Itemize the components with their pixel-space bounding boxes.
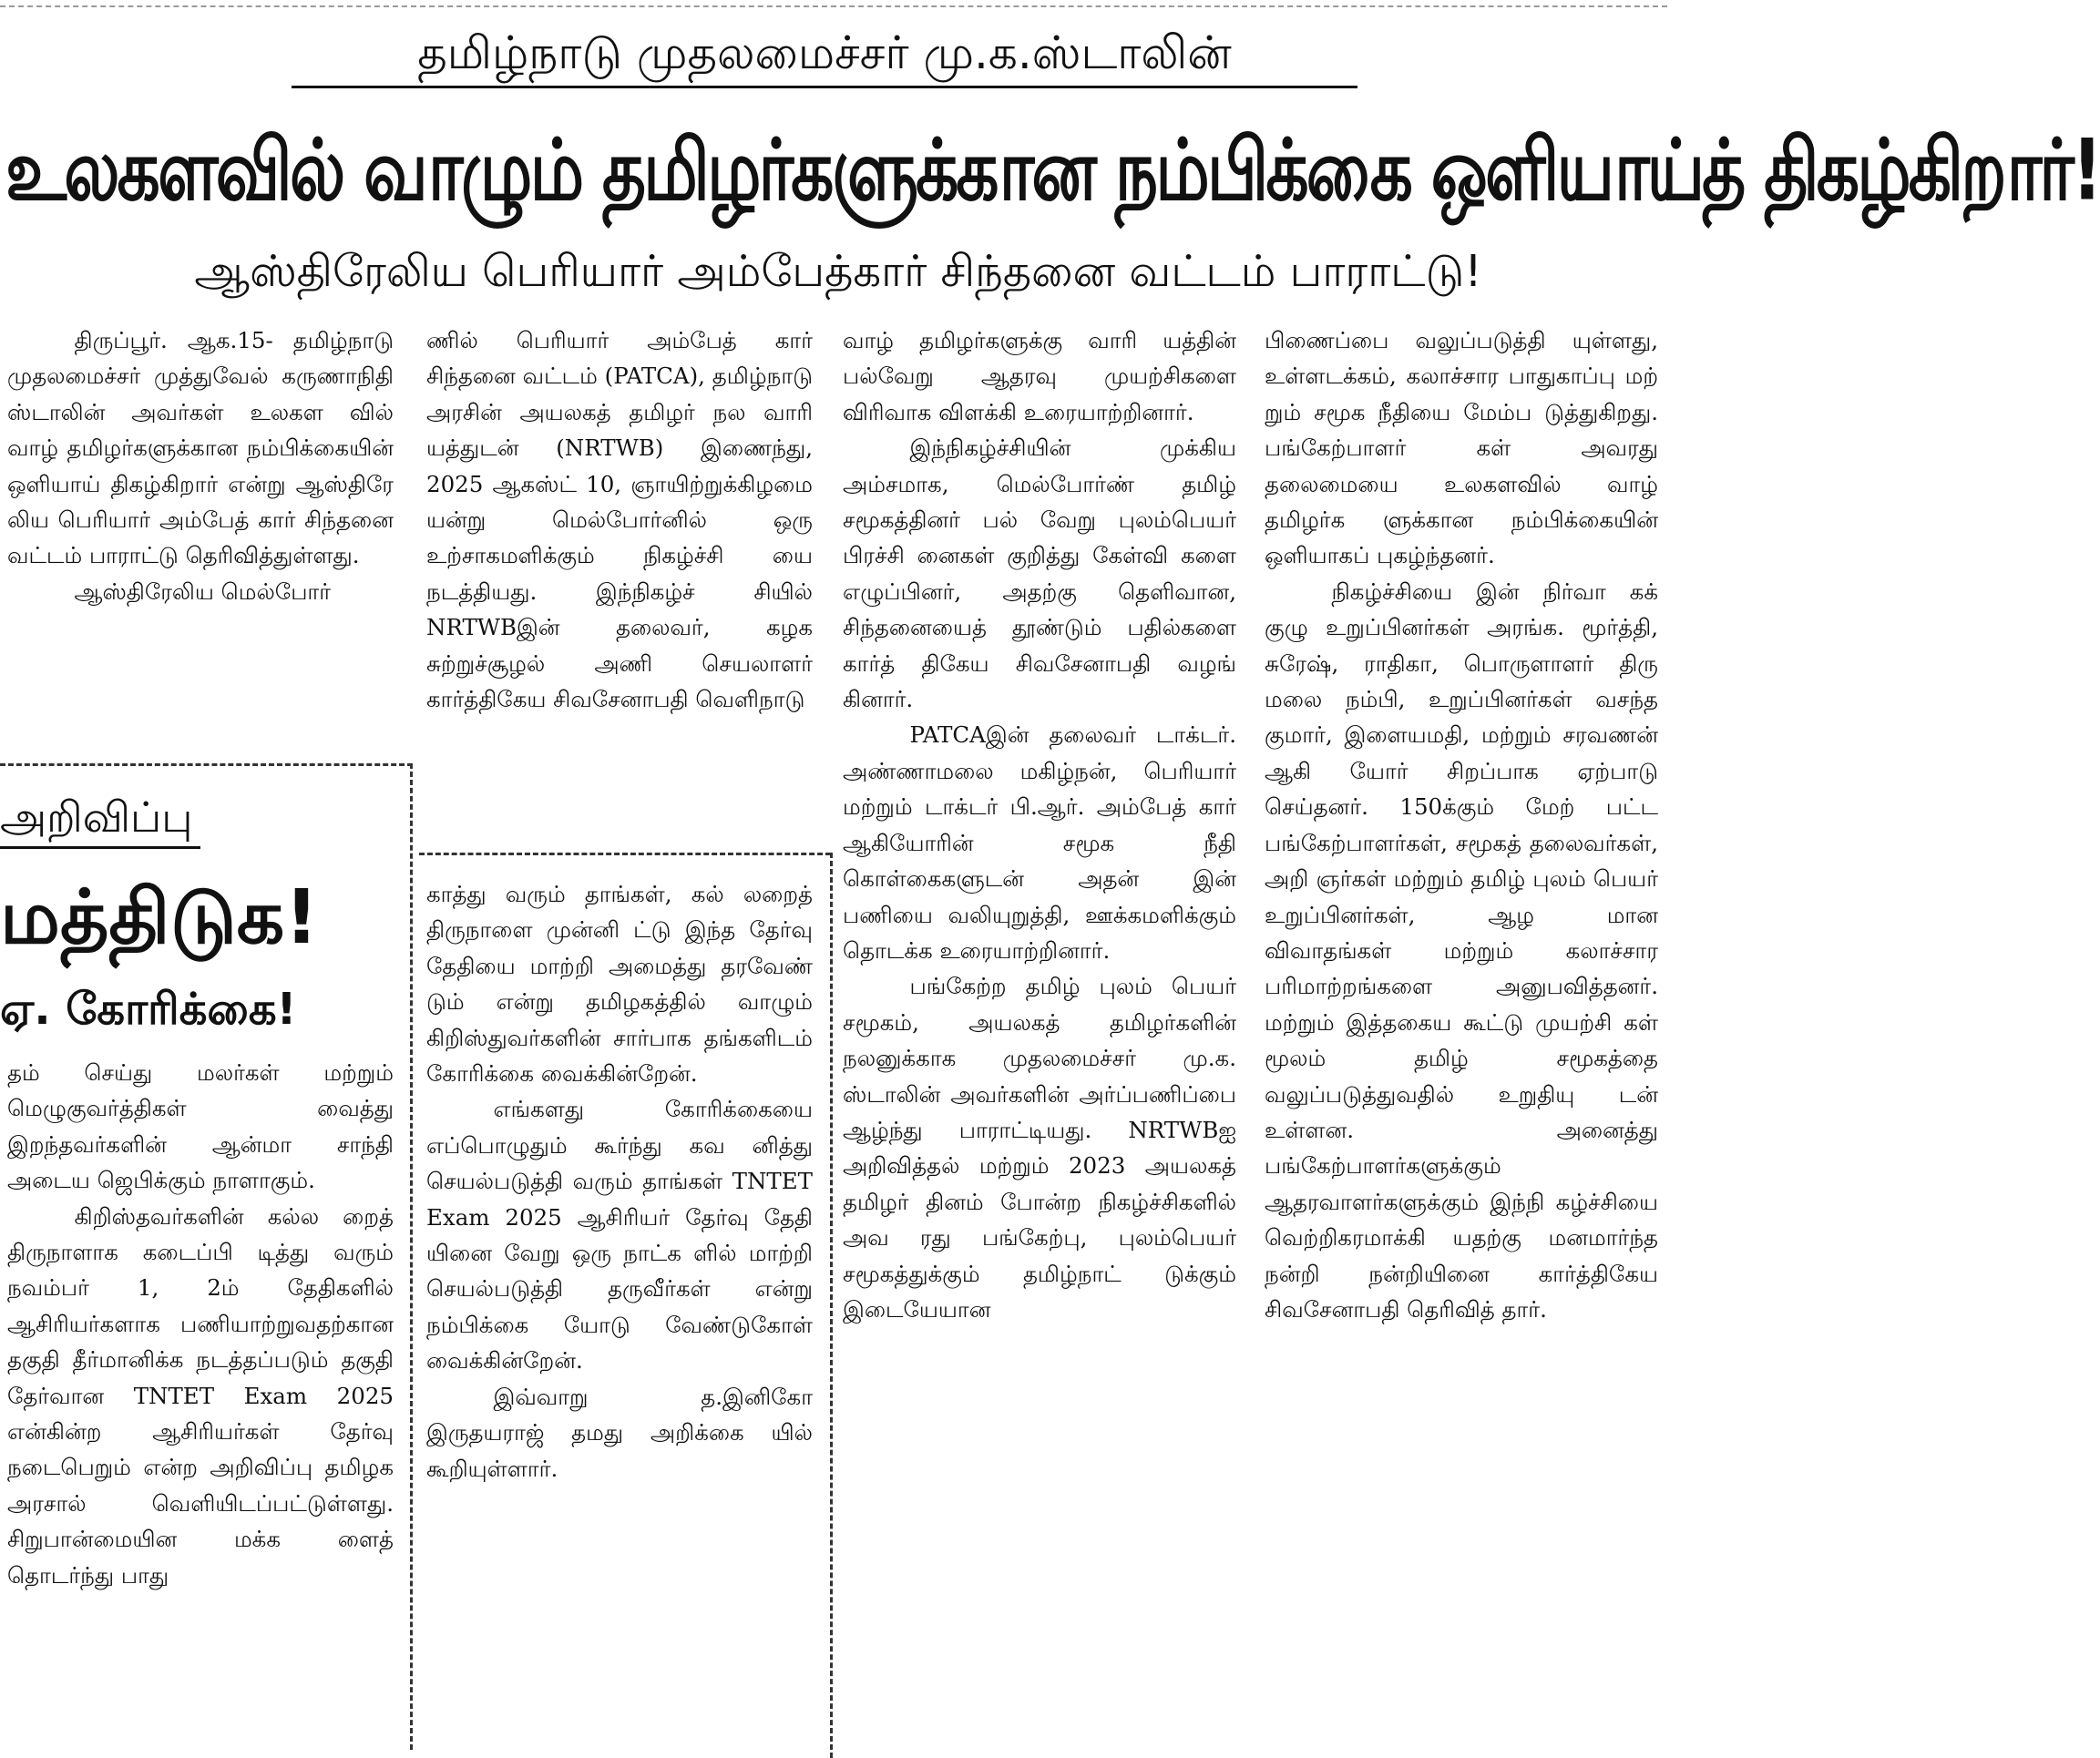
article-column-4 bbox=[1265, 322, 1658, 1743]
article-paragraph: நிகழ்ச்சியை இன் நிர்வா கக் குழு உறுப்பினர்கள் அரங்க. மூர்த்தி, சுரேஷ், ராதிகா, பொருளாளர் திரு மலை நம்பி, உறுப்பினர்கள் வசந்த குமார், இளையமதி, மற்றும் சரவணன் ஆகி யோர் சிறப்பாக ஏற்பாடு செய்தனர். 150க்கும் மேற் பட்ட பங்கேற்பாளர்கள், சமூகத் தலைவர்கள், அறி ஞர்கள் மற்றும் தமிழ் புலம் பெயர் உறுப்பினர்கள், ஆழ மான விவாதங்கள் மற்றும் கலாச்சார பரிமாற்றங்களை அனுபவித்தனர். மற்றும் இத்தகைய கூட்டு முயற்சி கள் மூலம் தமிழ் சமூகத்தை வலுப்படுத்துவதில் உறுதியு டன் உள்ளன. அனைத்து பங்கேற்பாளர்களுக்கும் ஆதரவாளர்களுக்கும் இந்நி கழ்ச்சியை வெற்றிகரமாக்கி யதற்கு மனமார்ந்த நன்றி நன்றியினை கார்த்திகேய சிவசேனாபதி தெரிவித் தார். bbox=[1265, 577, 1658, 1323]
top-dashed-rule bbox=[0, 5, 1667, 7]
notice-column-2 bbox=[426, 876, 813, 1742]
notice-title: மத்திடுக! bbox=[0, 874, 319, 961]
article-column-1 bbox=[7, 322, 394, 732]
article-headline: உலகளவில் வாழும் தமிழர்களுக்கான நம்பிக்கை ஒளியாய்த் திகழ்கிறார்! bbox=[5, 121, 2100, 220]
article-paragraph: வாழ் தமிழர்களுக்கு வாரி யத்தின் பல்வேறு ஆதரவு முயற்சிகளை விரிவாக விளக்கி உரையாற்றினார். bbox=[843, 327, 1236, 425]
article-paragraph: பிணைப்பை வலுப்படுத்தி யுள்ளது, உள்ளடக்கம், கலாச்சார பாதுகாப்பு மற் றும் சமூக நீதியை மேம்ப டுத்துகிறது. பங்கேற்பாளர் கள் அவரது தலைமையை உலகளவில் வாழ் தமிழர்க ளுக்கான நம்பிக்கையின் ஒளியாகப் புகழ்ந்தனர். bbox=[1265, 327, 1658, 569]
notice-paragraph: காத்து வரும் தாங்கள், கல் லறைத் திருநாளை முன்னி ட்டு இந்த தேர்வு தேதியை மாற்றி அமைத்து தரவேண் டும் என்று தமிழகத்தில் வாழும் கிறிஸ்துவர்களின் சார்பாக தங்களிடம் கோரிக்கை வைக்கின்றேன். bbox=[426, 881, 813, 1088]
notice-label: அறிவிப்பு bbox=[0, 788, 200, 849]
article-paragraph: இந்நிகழ்ச்சியின் முக்கிய அம்சமாக, மெல்போர்ண் தமிழ் சமூகத்தினர் பல் வேறு புலம்பெயர் பிரச்சி னைகள் குறித்து கேள்வி களை எழுப்பினர், அதற்கு தெளிவான, சிந்தனையைத் தூண்டும் பதில்களை கார்த் திகேய சிவசேனாபதி வழங் கினார். bbox=[843, 434, 1236, 713]
notice-paragraph: எங்களது கோரிக்கையை எப்பொழுதும் கூர்ந்து கவ னித்து செயல்படுத்தி வரும் தாங்கள் TNTET Exam 2025 ஆசிரியர் தேர்வு தேதி யினை வேறு ஒரு நாட்க ளில் மாற்றி செயல்படுத்தி தருவீர்கள் என்று நம்பிக்கை யோடு வேண்டுகோள் வைக்கின்றேன். bbox=[426, 1096, 813, 1375]
article-paragraph: திருப்பூர். ஆக.15- தமிழ்நாடு முதலமைச்சர் முத்துவேல் கருணாநிதி ஸ்டாலின் அவர்கள் உலகள வில் வாழ் தமிழர்களுக்கான நம்பிக்கையின் ஒளியாய் திகழ்கிறார் என்று ஆஸ்திரே லிய பெரியார் அம்பேத் கார் சிந்தனை வட்டம் பாராட்டு தெரிவித்துள்ளது. bbox=[7, 327, 394, 569]
article-paragraph: ணில் பெரியார் அம்பேத் கார் சிந்தனை வட்டம் (PATCA), தமிழ்நாடு அரசின் அயலகத் தமிழர் நல வாரி யத்துடன் (NRTWB) இணைந்து, 2025 ஆகஸ்ட் 10, ஞாயிற்றுக்கிழமை யன்று மெல்போர்னில் ஒரு உற்சாகமளிக்கும் நிகழ்ச்சி யை நடத்தியது. இந்நிகழ்ச் சியில் NRTWBஇன் தலைவர், கழக சுற்றுச்சூழல் அணி செயலாளர் கார்த்திகேய சிவசேனாபதி வெளிநாடு bbox=[426, 327, 813, 713]
article-column-3 bbox=[843, 322, 1236, 1743]
article-paragraph: பங்கேற்ற தமிழ் புலம் பெயர் சமூகம், அயலகத் தமிழர்களின் நலனுக்காக முதலமைச்சர் மு.க. ஸ்டாலின் அவர்களின் அர்ப்பணிப்பை ஆழ்ந்து பாராட்டியது. NRTWBஐ அறிவித்தல் மற்றும் 2023 அயலகத் தமிழர் தினம் போன்ற நிகழ்ச்சிகளில் அவ ரது பங்கேற்பு, புலம்பெயர் சமூகத்துக்கும் தமிழ்நாட் டுக்கும் இடையேயான bbox=[843, 973, 1236, 1323]
article-paragraph: PATCAஇன் தலைவர் டாக்டர். அண்ணாமலை மகிழ்நன், பெரியார் மற்றும் டாக்டர் பி.ஆர். அம்பேத் கார் ஆகியோரின் சமூக நீதி கொள்கைகளுடன் அதன் இன் பணியை வலியுறுத்தி, ஊக்கமளிக்கும் தொடக்க உரையாற்றினார். bbox=[843, 721, 1236, 964]
notice-column-1 bbox=[7, 1055, 394, 1747]
notice-divider-vertical bbox=[830, 853, 833, 1758]
article-kicker: தமிழ்நாடு முதலமைச்சர் மு.க.ஸ்டாலின் bbox=[292, 24, 1357, 88]
notice-paragraph: கிறிஸ்தவர்களின் கல்ல றைத் திருநாளாக கடைப்பி டித்து வரும் நவம்பர் 1, 2ம் தேதிகளில் ஆசிரியர்களாக பணியாற்றுவதற்கான தகுதி தீர்மானிக்க நடத்தப்படும் தகுதி தேர்வான TNTET Exam 2025 என்கின்ற ஆசிரியர்கள் தேர்வு நடைபெறும் என்ற அறிவிப்பு தமிழக அரசால் வெளியிடப்பட்டுள்ளது. சிறுபான்மையின மக்க ளைத் தொடர்ந்து பாது bbox=[7, 1202, 394, 1589]
notice-paragraph: இவ்வாறு த.இனிகோ இருதயராஜ் தமது அறிக்கை யில் கூறியுள்ளார். bbox=[426, 1383, 813, 1482]
article-paragraph: ஆஸ்திரேலிய மெல்போர் bbox=[74, 577, 332, 605]
notice-divider-horizontal bbox=[419, 853, 831, 855]
notice-subtitle: ஏ. கோரிக்கை! bbox=[0, 984, 297, 1035]
notice-paragraph: தம் செய்து மலர்கள் மற்றும் மெழுகுவர்த்திகள் வைத்து இறந்தவர்களின் ஆன்மா சாந்தி அடைய ஜெபிக்கும் நாளாகும். bbox=[7, 1059, 394, 1194]
article-subhead: ஆஸ்திரேலிய பெரியார் அம்பேத்கார் சிந்தனை வட்டம் பாராட்டு! bbox=[194, 246, 1482, 297]
article-column-2 bbox=[426, 322, 813, 837]
